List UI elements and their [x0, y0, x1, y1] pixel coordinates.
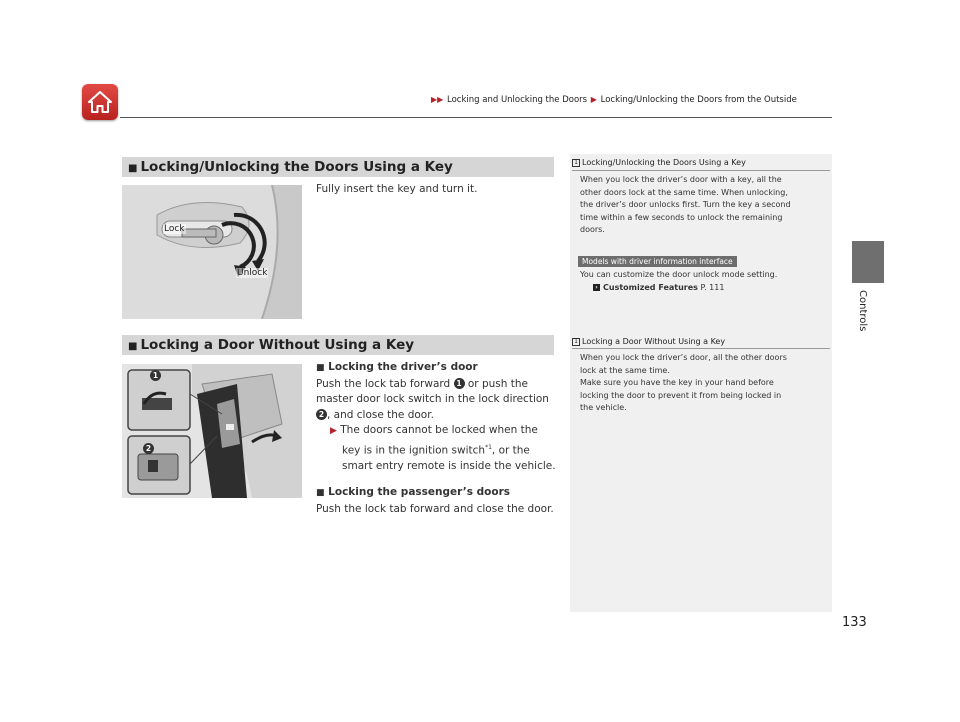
- passenger-door-instructions: ■ Locking the passenger’s doors Push the lock tab forward and close the door.: [316, 486, 554, 515]
- marker-1: 1: [150, 370, 161, 381]
- subheading-passenger-door: Locking the passenger’s doors: [328, 486, 511, 498]
- note-title-no-key: 1 Locking a Door Without Using a Key: [572, 337, 725, 346]
- home-button[interactable]: [82, 84, 118, 120]
- chapter-label: Controls: [857, 290, 868, 332]
- key-lock-illustration: [122, 185, 302, 319]
- breadcrumb-link-1[interactable]: Locking and Unlocking the Doors: [447, 95, 588, 105]
- reference-arrow-icon: ›: [593, 284, 600, 291]
- customize-text: You can customize the door unlock mode setting.: [580, 270, 778, 279]
- note-body-no-key: When you lock the driver’s door, all the other doors lock at the same time. Make sure you have the key in your hand before locking the door to prevent it from being locked in the vehicle.: [580, 353, 787, 412]
- customized-features-link[interactable]: › Customized Features P. 111: [593, 282, 724, 295]
- breadcrumb-link-2[interactable]: Locking/Unlocking the Doors from the Outside: [600, 95, 797, 105]
- door-lock-illustration: [122, 364, 302, 498]
- note-divider: [572, 170, 830, 171]
- section-heading-key: ■ Locking/Unlocking the Doors Using a Key: [122, 157, 554, 177]
- note-arrow-icon: ▶: [330, 426, 337, 436]
- note-body-key: When you lock the driver’s door with a key, all the other doors lock at the same time. When unlocking, the driver’s door unlocks first. Turn the key a second time within a few seconds to unlock the remaining doors.: [580, 175, 791, 234]
- header-divider: [120, 117, 832, 118]
- breadcrumb-arrow-icon: ▶▶: [431, 95, 444, 104]
- marker-2: 2: [143, 443, 154, 454]
- note-icon: 1: [572, 159, 580, 167]
- note-title-key: 1 Locking/Unlocking the Doors Using a Key: [572, 158, 746, 167]
- note-icon: 1: [572, 338, 580, 346]
- marker-1-inline: 1: [454, 378, 465, 389]
- page-number: 133: [842, 615, 867, 630]
- marker-2-inline: 2: [316, 409, 327, 420]
- key-instruction: Fully insert the key and turn it.: [316, 183, 478, 195]
- model-tag: Models with driver information interface: [578, 256, 737, 267]
- lock-label: Lock: [164, 224, 185, 234]
- breadcrumb: [430, 95, 797, 105]
- home-icon: [82, 84, 118, 120]
- breadcrumb-arrow-icon: ▶: [590, 95, 597, 104]
- subheading-driver-door: Locking the driver’s door: [328, 361, 478, 373]
- note-divider: [572, 348, 830, 349]
- unlock-label: Unlock: [237, 268, 268, 278]
- chapter-tab[interactable]: [852, 241, 884, 283]
- driver-door-instructions: ■ Locking the driver’s door Push the lock tab forward 1 or push the master door lock switch in the lock direction 2 , and close the door. ▶ The doors cannot be locked when the key is in the ignition switch$^{*1}$, or the smart entry remote is inside the vehicle.: [316, 361, 556, 472]
- section-heading-no-key: ■ Locking a Door Without Using a Key: [122, 335, 554, 355]
